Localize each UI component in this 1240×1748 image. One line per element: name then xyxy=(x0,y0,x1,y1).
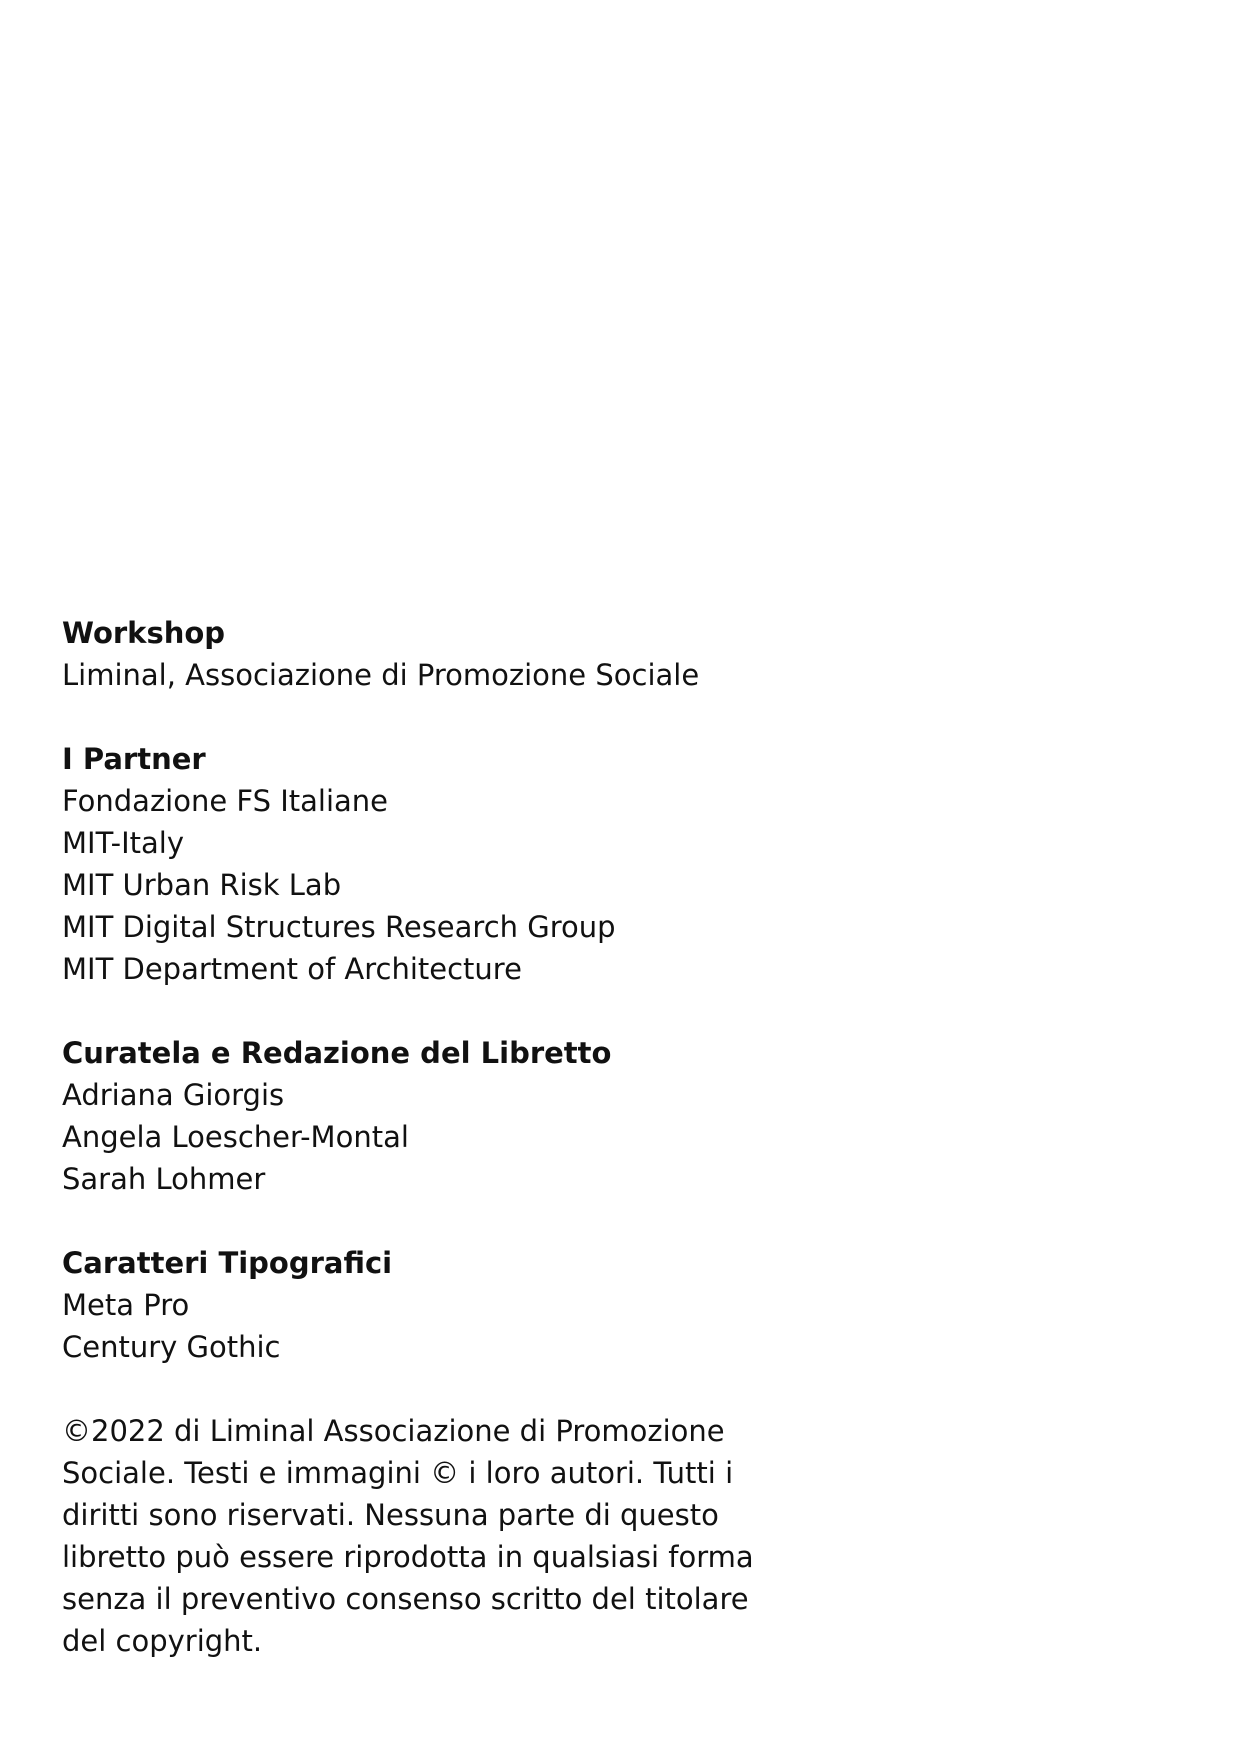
section-line: Fondazione FS Italiane xyxy=(62,784,389,818)
section-line: Adriana Giorgis xyxy=(62,1078,285,1112)
section-line: Century Gothic xyxy=(62,1330,281,1364)
section-line: Angela Loescher-Montal xyxy=(62,1120,409,1154)
section-title: Caratteri Tipografici xyxy=(62,1246,393,1280)
copyright-notice: ©2022 di Liminal Associazione di Promozione Sociale. Testi e immagini © i loro autori. Tutti i diritti sono riservati. Nessuna parte di questo libretto può essere riprodotta in qualsiasi forma senza il preventivo consenso scritto del titolare del copyright. xyxy=(62,1414,754,1658)
section-curatela xyxy=(62,1032,822,1200)
section-title: Workshop xyxy=(62,616,226,650)
section-line: Sarah Lohmer xyxy=(62,1162,266,1196)
section-caratteri xyxy=(62,1242,822,1368)
section-line: Meta Pro xyxy=(62,1288,190,1322)
colophon xyxy=(62,612,822,1662)
section-workshop xyxy=(62,612,822,696)
section-title: I Partner xyxy=(62,742,206,776)
section-line: MIT Digital Structures Research Group xyxy=(62,910,616,944)
section-line: MIT Department of Architecture xyxy=(62,952,522,986)
section-line: MIT-Italy xyxy=(62,826,185,860)
section-title: Curatela e Redazione del Libretto xyxy=(62,1036,612,1070)
section-line: Liminal, Associazione di Promozione Sociale xyxy=(62,658,700,692)
section-line: MIT Urban Risk Lab xyxy=(62,868,342,902)
section-partner xyxy=(62,738,822,990)
